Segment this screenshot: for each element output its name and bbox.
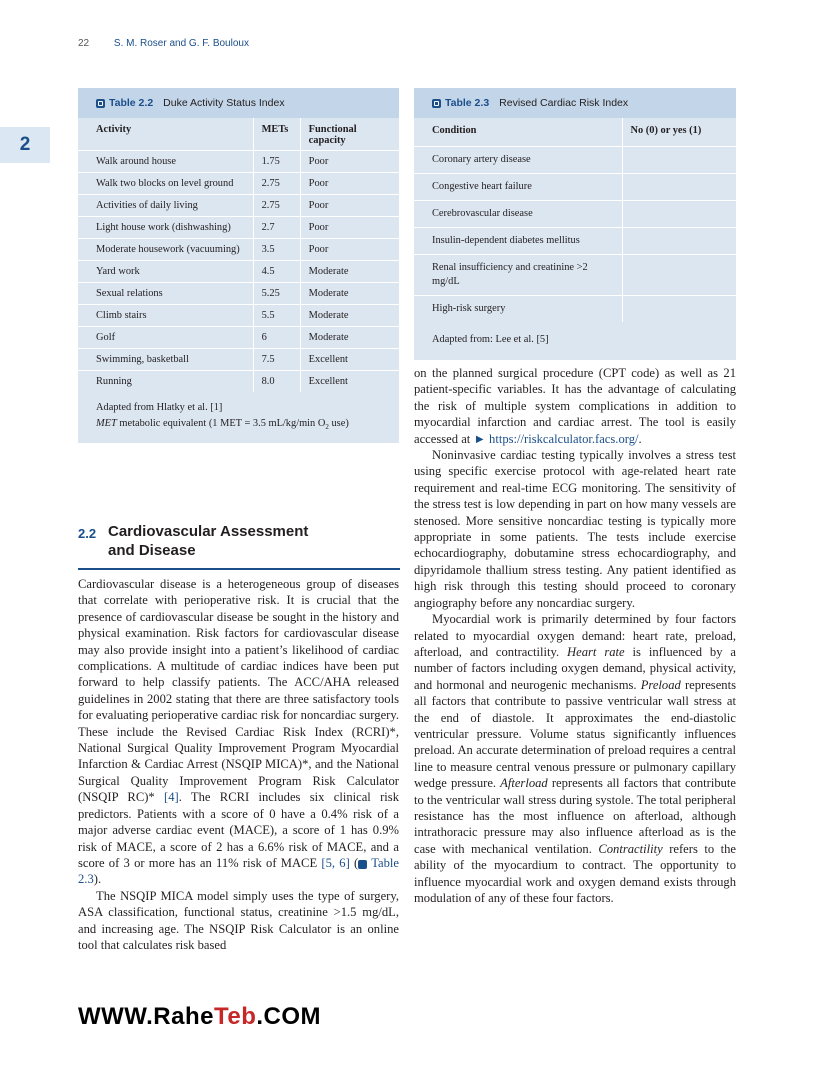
cell-no-or-yes (622, 201, 736, 228)
paragraph: Cardiovascular disease is a heterogeneous group of diseases that correlate with perioperative risk. It is crucial that the presence of cardiovascular disease be sought in the history and physical examination. Risk factors for cardiovascular disease may also provide insight into a patient’s likelihood of cardiac complications. A multitude of cardiac indices have been put forward to help classify patients. The ACC/AHA released guidelines in 2002 stating that there are three satisfactory tools for evaluating perioperative cardiac risk for noncardiac surgery. These include the Revised Cardiac Risk Index (RCRI)*, National Surgical Quality Improvement Program Myocardial Infarction & Cardiac Arrest (NSQIP MICA)*, and the National Surgical Quality Improvement Program Risk Calculator (NSQIP RC)* [4]. The RCRI includes six clinical risk predictors. Patients with a score of 0 have a 0.4% risk of a major adverse cardiac event (MACE), a score of 1 has 0.9% risk of MACE, a score of 2 has a 6.6% risk of MACE, and a score of 3 or more has an 11% risk of MACE [5, 6] ( Table 2.3). (78, 577, 400, 887)
column-header-no-or-yes: No (0) or yes (1) (622, 118, 736, 147)
table-row (78, 239, 399, 261)
section-number: 2.2 (78, 526, 97, 541)
table-source-note: Adapted from: Lee et al. [5] (432, 334, 549, 345)
cell-condition: High-risk surgery (414, 296, 622, 323)
paragraph: The NSQIP MICA model simply uses the type of surgery, ASA classification, functional status, creatinine >1.5 mg/dL, and increasing age. The NSQIP Risk Calculator is an online tool that calculates risk based (78, 888, 399, 952)
running-header (78, 38, 249, 49)
cell-activity: Running (78, 371, 253, 393)
column-header-functional-capacity: Functional capacity (300, 118, 399, 151)
cell-functional-capacity: Poor (300, 173, 399, 195)
table-row (414, 255, 736, 296)
table-header-row (414, 118, 736, 147)
cell-mets: 8.0 (253, 371, 300, 393)
left-column-text (78, 576, 399, 953)
table-row (78, 305, 399, 327)
cell-mets: 7.5 (253, 349, 300, 371)
table-row (414, 201, 736, 228)
cell-no-or-yes (622, 255, 736, 296)
citation-link[interactable]: [5, 6] (321, 855, 350, 870)
section-rule (78, 568, 400, 570)
paragraph: Noninvasive cardiac testing typically involves a stress test using specific exercise protocol with age-related heart rate requirement and real-time ECG monitoring. The sensitivity of the stress test is low depending in part on how many vessels are stenosed. More sensitive noncardiac testing is typically more appropriate in some patients. The tests include exercise echocardiography, dobutamine stress echocardiography, and dipyridamole thallium stress testing. Any patient identified as high risk through this testing should proceed to coronary angiography before any noncardiac surgery. (414, 448, 736, 610)
cell-mets: 5.25 (253, 283, 300, 305)
cell-functional-capacity: Moderate (300, 261, 399, 283)
table-reference-link[interactable]: Table 2.3 (78, 855, 400, 887)
cell-condition: Coronary artery disease (414, 147, 622, 174)
column-header-mets: METs (253, 118, 300, 151)
table-caption (78, 88, 399, 118)
cell-functional-capacity: Poor (300, 239, 399, 261)
cell-activity: Yard work (78, 261, 253, 283)
cell-condition: Cerebrovascular disease (414, 201, 622, 228)
table-caption (414, 88, 736, 118)
section-heading (78, 522, 400, 570)
table-row (78, 283, 399, 305)
cell-activity: Walk around house (78, 151, 253, 173)
table-row (414, 147, 736, 174)
cell-no-or-yes (622, 174, 736, 201)
cell-condition: Renal insufficiency and creatinine >2 mg/dL (414, 255, 622, 296)
cell-activity: Walk two blocks on level ground (78, 173, 253, 195)
right-column-text (414, 365, 736, 906)
data-table (414, 118, 736, 322)
citation-link[interactable]: [4] (164, 790, 179, 805)
table-2-3 (414, 88, 736, 360)
data-table (78, 118, 399, 392)
table-row (78, 371, 399, 393)
cell-mets: 2.75 (253, 195, 300, 217)
cell-mets: 2.7 (253, 217, 300, 239)
table-icon (432, 99, 441, 108)
cell-activity: Moderate housework (vacuuming) (78, 239, 253, 261)
table-row (78, 327, 399, 349)
cell-functional-capacity: Moderate (300, 327, 399, 349)
cell-functional-capacity: Poor (300, 195, 399, 217)
cell-no-or-yes (622, 228, 736, 255)
cell-mets: 3.5 (253, 239, 300, 261)
page-number: 22 (78, 38, 90, 49)
chapter-tab: 2 (0, 127, 50, 163)
column-header-activity: Activity (78, 118, 253, 151)
cell-activity: Climb stairs (78, 305, 253, 327)
cell-activity: Light house work (dishwashing) (78, 217, 253, 239)
table-icon (96, 99, 105, 108)
risk-calculator-link[interactable]: ► https://riskcalculator.facs.org/ (473, 431, 639, 446)
cell-mets: 1.75 (253, 151, 300, 173)
table-header-row (78, 118, 399, 151)
cell-functional-capacity: Poor (300, 151, 399, 173)
cell-functional-capacity: Excellent (300, 371, 399, 393)
cell-mets: 5.5 (253, 305, 300, 327)
table-title: Duke Activity Status Index (163, 97, 285, 109)
table-row (78, 173, 399, 195)
cell-mets: 4.5 (253, 261, 300, 283)
table-row (78, 261, 399, 283)
cell-functional-capacity: Moderate (300, 283, 399, 305)
cell-no-or-yes (622, 296, 736, 323)
table-row (78, 349, 399, 371)
paragraph: Myocardial work is primarily determined by four factors related to myocardial oxygen demand: heart rate, preload, afterload, and contractility. Heart rate is influenced by a number of factors including oxygen demand, physical activity, and hormonal and neurogenic mechanisms. Preload represents all factors that contribute to passive ventricular wall stress at the end of diastole. It approximates the end-diastolic ventricular pressure. Volume status significantly influences preload. An accurate determination of preload requires a central line to measure central venous pressure or pulmonary capillary wedge pressure. Afterload represents all factors that contribute to the ventricular wall stress during systole. The total peripheral resistance has the most influence on afterload, although intrathoracic pressure may also influence afterload as is the case with mechanical ventilation. Contractility refers to the ability of the myocardium to contract. The opportunity to influence myocardial work and oxygen demand exists through modulation of any of these four factors. (414, 612, 737, 905)
table-row (78, 151, 399, 173)
cell-functional-capacity: Poor (300, 217, 399, 239)
table-2-2 (78, 88, 399, 443)
table-row (78, 217, 399, 239)
table-number: Table 2.3 (445, 97, 490, 109)
table-source-note: Adapted from Hlatky et al. [1] (96, 402, 223, 413)
table-icon (358, 860, 367, 869)
watermark-logo: WWW.RaheTeb.COM (78, 1003, 322, 1030)
table-number: Table 2.2 (109, 97, 154, 109)
table-row (78, 195, 399, 217)
cell-activity: Sexual relations (78, 283, 253, 305)
column-header-condition: Condition (414, 118, 622, 147)
table-row (414, 174, 736, 201)
table-row (414, 228, 736, 255)
section-title: Cardiovascular Assessment and Disease (108, 523, 309, 559)
cell-no-or-yes (622, 147, 736, 174)
cell-functional-capacity: Excellent (300, 349, 399, 371)
table-footnote (78, 392, 399, 443)
cell-activity: Swimming, basketball (78, 349, 253, 371)
paragraph: on the planned surgical procedure (CPT code) as well as 21 patient-specific variables. It has the advantage of calculating the risk of multiple system complications in addition to myocardial infarction and cardiac arrest. The tool is easily accessed at ► https://riskcalculator.facs.org/. (414, 366, 736, 446)
cell-mets: 6 (253, 327, 300, 349)
cell-condition: Insulin-dependent diabetes mellitus (414, 228, 622, 255)
cell-activity: Activities of daily living (78, 195, 253, 217)
table-row (414, 296, 736, 323)
table-title: Revised Cardiac Risk Index (499, 97, 629, 109)
cell-activity: Golf (78, 327, 253, 349)
cell-mets: 2.75 (253, 173, 300, 195)
cell-functional-capacity: Moderate (300, 305, 399, 327)
table-abbreviation-note: MET metabolic equivalent (1 MET = 3.5 mL/kg/min $O_2$ use) (96, 418, 349, 432)
running-header-authors: S. M. Roser and G. F. Bouloux (113, 38, 249, 49)
cell-condition: Congestive heart failure (414, 174, 622, 201)
